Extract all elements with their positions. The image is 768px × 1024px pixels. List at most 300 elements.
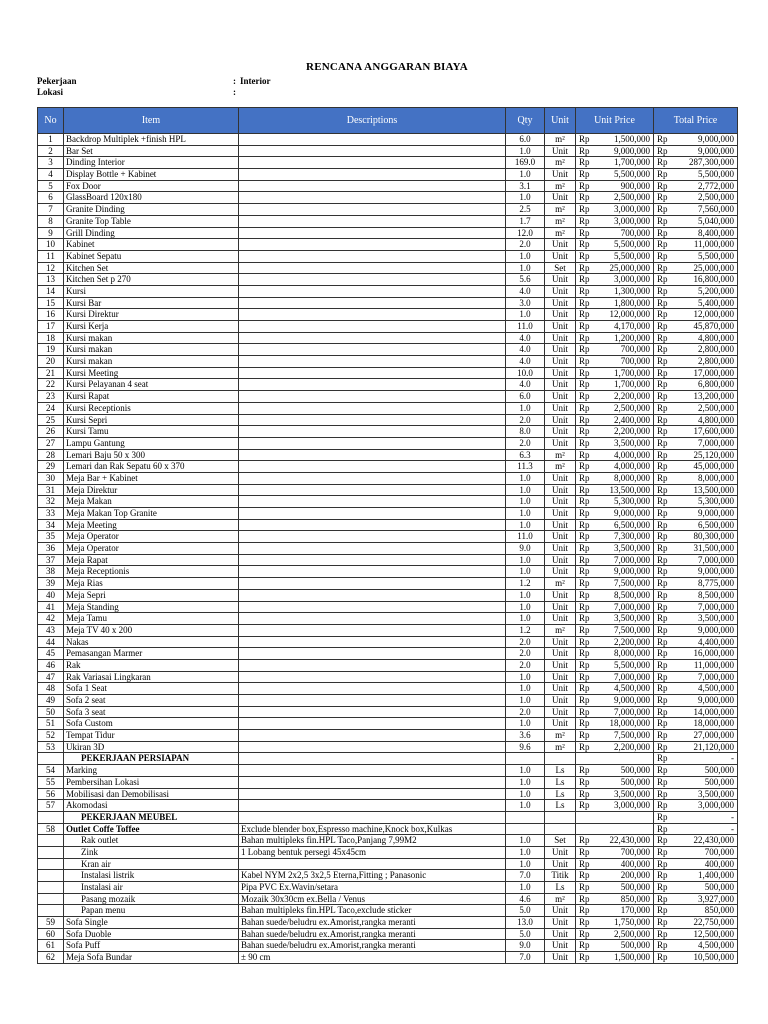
item-description bbox=[239, 379, 506, 391]
total-price-cell bbox=[654, 228, 738, 240]
item-name: Nakas bbox=[64, 637, 239, 649]
unit-price-value: 1,700,000 bbox=[614, 367, 650, 378]
unit: m² bbox=[545, 578, 576, 590]
row-number: 8 bbox=[38, 216, 64, 228]
unit: Ls bbox=[545, 800, 576, 812]
total-price-currency: Rp bbox=[657, 531, 668, 542]
unit-price-cell bbox=[576, 368, 654, 380]
total-price-value: 5,500,000 bbox=[698, 250, 734, 261]
unit: Unit bbox=[545, 192, 576, 204]
quantity: 10.0 bbox=[506, 368, 545, 380]
total-price-value: 2,500,000 bbox=[698, 402, 734, 413]
total-price-currency: Rp bbox=[657, 589, 668, 600]
item-description bbox=[239, 450, 506, 462]
unit-price-cell bbox=[576, 578, 654, 590]
row-number bbox=[38, 905, 64, 917]
total-price-currency: Rp bbox=[657, 262, 668, 273]
item-name: Meja Receptionis bbox=[64, 566, 239, 578]
unit-price-cell bbox=[576, 940, 654, 952]
total-price-value: 3,500,000 bbox=[698, 788, 734, 799]
total-price-value: 25,120,000 bbox=[693, 449, 734, 460]
total-price-value: 22,750,000 bbox=[693, 917, 734, 928]
total-price-cell bbox=[654, 625, 738, 637]
unit-price-value: 4,000,000 bbox=[614, 461, 650, 472]
total-price-currency: Rp bbox=[657, 940, 668, 951]
unit-price-value: 700,000 bbox=[620, 344, 650, 355]
total-price-value: 850,000 bbox=[704, 905, 734, 916]
quantity: 2.0 bbox=[506, 637, 545, 649]
total-price-cell bbox=[654, 929, 738, 941]
unit-price-cell bbox=[576, 415, 654, 427]
unit-price-currency: Rp bbox=[579, 461, 590, 472]
unit-price-currency: Rp bbox=[579, 215, 590, 226]
unit-price-cell bbox=[576, 192, 654, 204]
unit-price-cell bbox=[576, 251, 654, 263]
total-price-cell bbox=[654, 789, 738, 801]
unit-price-currency: Rp bbox=[579, 846, 590, 857]
total-price-cell bbox=[654, 812, 738, 824]
total-price-value: 17,000,000 bbox=[693, 367, 734, 378]
item-description bbox=[239, 192, 506, 204]
total-price-currency: Rp bbox=[657, 788, 668, 799]
item-description bbox=[239, 789, 506, 801]
item-description bbox=[239, 251, 506, 263]
unit-price-value: 7,000,000 bbox=[614, 601, 650, 612]
quantity: 1.0 bbox=[506, 403, 545, 415]
total-price-currency: Rp bbox=[657, 227, 668, 238]
total-price-currency: Rp bbox=[657, 239, 668, 250]
total-price-value: 18,000,000 bbox=[693, 718, 734, 729]
item-name: Meja Bar + Kabinet bbox=[64, 473, 239, 485]
unit: m² bbox=[545, 625, 576, 637]
total-price-currency: Rp bbox=[657, 917, 668, 928]
total-price-cell bbox=[654, 321, 738, 333]
total-price-currency: Rp bbox=[657, 835, 668, 846]
total-price-value: 12,000,000 bbox=[693, 309, 734, 320]
total-price-currency: Rp bbox=[657, 192, 668, 203]
total-price-value: 9,000,000 bbox=[698, 624, 734, 635]
quantity: 7.0 bbox=[506, 952, 545, 964]
total-price-currency: Rp bbox=[657, 554, 668, 565]
row-number: 37 bbox=[38, 555, 64, 567]
row-number: 17 bbox=[38, 321, 64, 333]
unit-price-value: 3,500,000 bbox=[614, 543, 650, 554]
total-price-cell bbox=[654, 450, 738, 462]
row-number: 7 bbox=[38, 204, 64, 216]
total-price-value: 4,500,000 bbox=[698, 940, 734, 951]
quantity: 1.0 bbox=[506, 192, 545, 204]
row-number: 24 bbox=[38, 403, 64, 415]
total-price-cell bbox=[654, 648, 738, 660]
total-price-currency: Rp bbox=[657, 169, 668, 180]
row-number: 56 bbox=[38, 789, 64, 801]
row-number: 51 bbox=[38, 718, 64, 730]
header-item: Item bbox=[64, 108, 239, 134]
quantity: 5.0 bbox=[506, 905, 545, 917]
item-description bbox=[239, 683, 506, 695]
total-price-currency: Rp bbox=[657, 449, 668, 460]
total-price-cell bbox=[654, 940, 738, 952]
total-price-value: 4,400,000 bbox=[698, 636, 734, 647]
item-name: Lemari dan Rak Sepatu 60 x 370 bbox=[64, 461, 239, 473]
unit-price-cell bbox=[576, 204, 654, 216]
row-number: 49 bbox=[38, 695, 64, 707]
unit: Set bbox=[545, 835, 576, 847]
unit-price-cell bbox=[576, 765, 654, 777]
total-price-value: 8,500,000 bbox=[698, 589, 734, 600]
unit: m² bbox=[545, 134, 576, 146]
unit-price-currency: Rp bbox=[579, 508, 590, 518]
quantity: 1.2 bbox=[506, 578, 545, 590]
unit: Ls bbox=[545, 765, 576, 777]
quantity: 1.0 bbox=[506, 777, 545, 789]
row-number bbox=[38, 859, 64, 871]
total-price-currency: Rp bbox=[657, 928, 668, 939]
item-name: Kitchen Set bbox=[64, 263, 239, 275]
total-price-currency: Rp bbox=[657, 578, 668, 589]
unit-price-cell bbox=[576, 543, 654, 555]
unit-price-cell bbox=[576, 169, 654, 181]
total-price-currency: Rp bbox=[657, 414, 668, 425]
unit-price-value: 1,800,000 bbox=[614, 297, 650, 308]
total-price-value: 9,000,000 bbox=[698, 566, 734, 577]
unit: Unit bbox=[545, 859, 576, 871]
unit-price-cell bbox=[576, 298, 654, 310]
item-name: Sofa Duoble bbox=[64, 929, 239, 941]
total-price-cell bbox=[654, 824, 738, 836]
unit: Unit bbox=[545, 637, 576, 649]
quantity: 1.0 bbox=[506, 508, 545, 520]
total-price-currency: Rp bbox=[657, 823, 668, 834]
unit-price-cell bbox=[576, 274, 654, 286]
unit-price-currency: Rp bbox=[579, 613, 590, 624]
unit-price-currency: Rp bbox=[579, 309, 590, 320]
unit bbox=[545, 753, 576, 765]
item-description bbox=[239, 730, 506, 742]
unit-price-value: 7,000,000 bbox=[614, 706, 650, 717]
total-price-value: 2,800,000 bbox=[698, 356, 734, 367]
unit: Unit bbox=[545, 286, 576, 298]
quantity: 2.0 bbox=[506, 415, 545, 427]
row-number: 3 bbox=[38, 157, 64, 169]
item-description bbox=[239, 286, 506, 298]
row-number bbox=[38, 847, 64, 859]
item-name: Sofa 2 seat bbox=[64, 695, 239, 707]
total-price-currency: Rp bbox=[657, 402, 668, 413]
unit-price-cell bbox=[576, 707, 654, 719]
item-name: Instalasi air bbox=[64, 882, 239, 894]
total-price-currency: Rp bbox=[657, 285, 668, 296]
total-price-value: 5,300,000 bbox=[698, 496, 734, 507]
unit: m² bbox=[545, 450, 576, 462]
unit-price-value: 7,500,000 bbox=[614, 624, 650, 635]
quantity: 4.0 bbox=[506, 379, 545, 391]
quantity: 1.0 bbox=[506, 566, 545, 578]
item-description: Bahan multipleks fin.HPL Taco,Panjang 7,99M2 bbox=[239, 835, 506, 847]
unit: Unit bbox=[545, 485, 576, 497]
row-number: 48 bbox=[38, 683, 64, 695]
item-description bbox=[239, 520, 506, 532]
row-number bbox=[38, 753, 64, 765]
item-name: Backdrop Multiplek +finish HPL bbox=[64, 134, 239, 146]
unit-price-cell bbox=[576, 379, 654, 391]
item-name: Meja Makan bbox=[64, 496, 239, 508]
item-name: Meja Makan Top Granite bbox=[64, 508, 239, 520]
total-price-cell bbox=[654, 707, 738, 719]
unit-price-currency: Rp bbox=[579, 928, 590, 939]
total-price-value: 13,500,000 bbox=[693, 484, 734, 495]
unit-price-cell bbox=[576, 485, 654, 497]
total-price-cell bbox=[654, 146, 738, 158]
total-price-value: 500,000 bbox=[704, 776, 734, 787]
item-name: Rak bbox=[64, 660, 239, 672]
row-number: 25 bbox=[38, 415, 64, 427]
quantity: 6.0 bbox=[506, 134, 545, 146]
total-price-cell bbox=[654, 461, 738, 473]
item-description bbox=[239, 321, 506, 333]
item-name: Sofa Puff bbox=[64, 940, 239, 952]
quantity: 3.6 bbox=[506, 730, 545, 742]
unit-price-value: 1,300,000 bbox=[614, 285, 650, 296]
item-name: Kursi Receptionis bbox=[64, 403, 239, 415]
item-description bbox=[239, 403, 506, 415]
item-description bbox=[239, 391, 506, 403]
unit-price-currency: Rp bbox=[579, 496, 590, 507]
unit-price-currency: Rp bbox=[579, 227, 590, 238]
item-name: Sofa Custom bbox=[64, 718, 239, 730]
unit-price-cell bbox=[576, 824, 654, 836]
quantity: 2.0 bbox=[506, 707, 545, 719]
item-description bbox=[239, 531, 506, 543]
total-price-currency: Rp bbox=[657, 519, 668, 530]
total-price-cell bbox=[654, 894, 738, 906]
total-price-value: 7,000,000 bbox=[698, 554, 734, 565]
total-price-cell bbox=[654, 683, 738, 695]
unit-price-value: 2,200,000 bbox=[614, 391, 650, 402]
page-title: RENCANA ANGGARAN BIAYA bbox=[306, 61, 468, 73]
unit: Unit bbox=[545, 508, 576, 520]
unit: m² bbox=[545, 730, 576, 742]
quantity: 1.0 bbox=[506, 613, 545, 625]
unit: Unit bbox=[545, 929, 576, 941]
unit: Unit bbox=[545, 917, 576, 929]
item-name: Kursi Kerja bbox=[64, 321, 239, 333]
unit: Set bbox=[545, 263, 576, 275]
unit: Unit bbox=[545, 952, 576, 964]
unit-price-value: 8,000,000 bbox=[614, 472, 650, 483]
unit-price-cell bbox=[576, 157, 654, 169]
header-total-price: Total Price bbox=[654, 108, 738, 134]
total-price-cell bbox=[654, 333, 738, 345]
total-price-cell bbox=[654, 870, 738, 882]
item-name: Outlet Coffe Toffee bbox=[64, 824, 239, 836]
unit: Unit bbox=[545, 520, 576, 532]
unit-price-currency: Rp bbox=[579, 730, 590, 741]
row-number: 33 bbox=[38, 508, 64, 520]
quantity: 1.0 bbox=[506, 146, 545, 158]
item-name: Kursi makan bbox=[64, 356, 239, 368]
total-price-value: 500,000 bbox=[704, 882, 734, 892]
row-number: 6 bbox=[38, 192, 64, 204]
item-description bbox=[239, 473, 506, 485]
item-description bbox=[239, 800, 506, 812]
unit-price-cell bbox=[576, 286, 654, 298]
total-price-currency: Rp bbox=[657, 508, 668, 518]
unit-price-value: 2,500,000 bbox=[614, 192, 650, 203]
unit-price-cell bbox=[576, 672, 654, 684]
unit-price-currency: Rp bbox=[579, 414, 590, 425]
unit-price-currency: Rp bbox=[579, 262, 590, 273]
item-description bbox=[239, 228, 506, 240]
row-number: 21 bbox=[38, 368, 64, 380]
unit-price-cell bbox=[576, 847, 654, 859]
unit-price-value: 1,500,000 bbox=[614, 952, 650, 963]
unit: Unit bbox=[545, 368, 576, 380]
total-price-value: 8,400,000 bbox=[698, 227, 734, 238]
unit-price-currency: Rp bbox=[579, 543, 590, 554]
unit: Ls bbox=[545, 882, 576, 894]
lokasi-separator: : bbox=[233, 87, 236, 97]
unit: m² bbox=[545, 216, 576, 228]
total-price-currency: Rp bbox=[657, 659, 668, 670]
unit-price-currency: Rp bbox=[579, 250, 590, 261]
total-price-currency: Rp bbox=[657, 648, 668, 659]
item-description bbox=[239, 777, 506, 789]
unit-price-value: 5,500,000 bbox=[614, 239, 650, 250]
total-price-currency: Rp bbox=[657, 391, 668, 402]
unit: Unit bbox=[545, 905, 576, 917]
unit-price-cell bbox=[576, 344, 654, 356]
item-name: GlassBoard 120x180 bbox=[64, 192, 239, 204]
row-number: 36 bbox=[38, 543, 64, 555]
unit-price-currency: Rp bbox=[579, 624, 590, 635]
total-price-cell bbox=[654, 637, 738, 649]
total-price-currency: Rp bbox=[657, 309, 668, 320]
unit bbox=[545, 812, 576, 824]
total-price-cell bbox=[654, 344, 738, 356]
unit-price-currency: Rp bbox=[579, 765, 590, 776]
unit-price-cell bbox=[576, 917, 654, 929]
unit-price-currency: Rp bbox=[579, 905, 590, 916]
row-number: 4 bbox=[38, 169, 64, 181]
item-name: Kursi Tamu bbox=[64, 426, 239, 438]
quantity: 2.0 bbox=[506, 660, 545, 672]
unit-price-currency: Rp bbox=[579, 648, 590, 659]
unit-price-currency: Rp bbox=[579, 531, 590, 542]
row-number bbox=[38, 812, 64, 824]
unit: Unit bbox=[545, 426, 576, 438]
total-price-cell bbox=[654, 765, 738, 777]
unit-price-currency: Rp bbox=[579, 192, 590, 203]
total-price-value: 287,300,000 bbox=[689, 157, 734, 168]
total-price-value: 2,772,000 bbox=[698, 180, 734, 191]
total-price-value: 7,000,000 bbox=[698, 437, 734, 448]
total-price-cell bbox=[654, 590, 738, 602]
item-description bbox=[239, 742, 506, 754]
quantity: 2.0 bbox=[506, 438, 545, 450]
unit: Unit bbox=[545, 660, 576, 672]
item-description bbox=[239, 309, 506, 321]
unit-price-value: 2,200,000 bbox=[614, 741, 650, 752]
total-price-cell bbox=[654, 286, 738, 298]
item-description bbox=[239, 625, 506, 637]
item-name: Kursi bbox=[64, 286, 239, 298]
row-number: 54 bbox=[38, 765, 64, 777]
row-number: 28 bbox=[38, 450, 64, 462]
unit-price-cell bbox=[576, 742, 654, 754]
item-name: Sofa 1 Seat bbox=[64, 683, 239, 695]
item-description: Exclude blender box,Espresso machine,Knock box,Kulkas bbox=[239, 824, 506, 836]
quantity: 169.0 bbox=[506, 157, 545, 169]
unit-price-value: 500,000 bbox=[620, 940, 650, 951]
unit-price-cell bbox=[576, 356, 654, 368]
unit-price-value: 200,000 bbox=[620, 870, 650, 881]
unit-price-value: 3,000,000 bbox=[614, 204, 650, 215]
total-price-cell bbox=[654, 695, 738, 707]
unit: m² bbox=[545, 181, 576, 193]
unit-price-currency: Rp bbox=[579, 788, 590, 799]
unit-price-currency: Rp bbox=[579, 204, 590, 215]
unit-price-currency: Rp bbox=[579, 402, 590, 413]
quantity: 9.0 bbox=[506, 543, 545, 555]
item-description bbox=[239, 508, 506, 520]
item-description: ± 90 cm bbox=[239, 952, 506, 964]
item-description: Kabel NYM 2x2,5 3x2,5 Eterna,Fitting ; Panasonic bbox=[239, 870, 506, 882]
total-price-currency: Rp bbox=[657, 706, 668, 717]
unit-price-cell bbox=[576, 590, 654, 602]
total-price-cell bbox=[654, 157, 738, 169]
quantity: 1.7 bbox=[506, 216, 545, 228]
total-price-currency: Rp bbox=[657, 472, 668, 483]
total-price-currency: Rp bbox=[657, 671, 668, 682]
unit-price-currency: Rp bbox=[579, 239, 590, 250]
unit-price-value: 2,200,000 bbox=[614, 426, 650, 437]
item-description bbox=[239, 426, 506, 438]
unit-price-cell bbox=[576, 929, 654, 941]
unit-price-currency: Rp bbox=[579, 835, 590, 846]
unit-price-value: 6,500,000 bbox=[614, 519, 650, 530]
row-number: 38 bbox=[38, 566, 64, 578]
header-unit: Unit bbox=[545, 108, 576, 134]
row-number: 18 bbox=[38, 333, 64, 345]
total-price-value: 16,000,000 bbox=[693, 648, 734, 659]
unit-price-cell bbox=[576, 648, 654, 660]
unit-price-cell bbox=[576, 461, 654, 473]
row-number: 55 bbox=[38, 777, 64, 789]
total-price-cell bbox=[654, 251, 738, 263]
unit-price-currency: Rp bbox=[579, 274, 590, 285]
total-price-value: 21,120,000 bbox=[693, 741, 734, 752]
header-qty: Qty bbox=[506, 108, 545, 134]
total-price-value: 27,000,000 bbox=[693, 730, 734, 741]
total-price-cell bbox=[654, 777, 738, 789]
unit-price-value: 9,000,000 bbox=[614, 695, 650, 705]
quantity: 4.0 bbox=[506, 286, 545, 298]
quantity: 13.0 bbox=[506, 917, 545, 929]
unit: Unit bbox=[545, 333, 576, 345]
total-price-currency: Rp bbox=[657, 695, 668, 705]
item-description: Mozaik 30x30cm ex.Bella / Venus bbox=[239, 894, 506, 906]
quantity: 1.0 bbox=[506, 520, 545, 532]
item-name: Sofa 3 seat bbox=[64, 707, 239, 719]
item-description bbox=[239, 648, 506, 660]
item-description bbox=[239, 204, 506, 216]
row-number: 32 bbox=[38, 496, 64, 508]
total-price-value: 8,775,000 bbox=[698, 578, 734, 589]
unit-price-cell bbox=[576, 309, 654, 321]
total-price-currency: Rp bbox=[657, 157, 668, 168]
row-number: 41 bbox=[38, 602, 64, 614]
